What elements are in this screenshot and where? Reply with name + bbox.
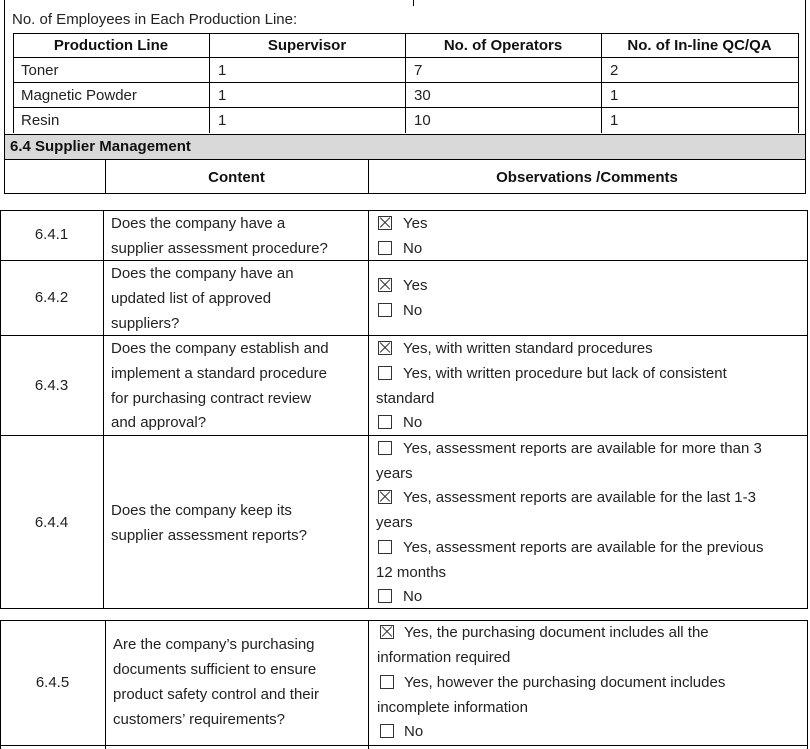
cell-supervisor: 1 bbox=[218, 87, 227, 104]
option-label: Yes, however the purchasing document includes bbox=[404, 674, 726, 691]
checkbox-unchecked[interactable] bbox=[378, 415, 392, 429]
cell-supervisor: 1 bbox=[218, 62, 227, 79]
column-header-observations: Observations /Comments bbox=[496, 169, 678, 186]
option-label: Yes bbox=[403, 215, 428, 232]
header-supervisor: Supervisor bbox=[267, 37, 347, 54]
cell-line: Toner bbox=[21, 62, 59, 79]
checkbox-checked[interactable] bbox=[378, 341, 392, 355]
question-text: implement a standard procedure bbox=[111, 365, 327, 382]
option-label: 12 months bbox=[376, 564, 447, 581]
question-text: customers’ requirements? bbox=[113, 711, 286, 728]
checkbox-unchecked[interactable] bbox=[378, 303, 392, 317]
option-label: No bbox=[403, 302, 423, 319]
checkbox-unchecked[interactable] bbox=[378, 540, 392, 554]
checkbox-unchecked[interactable] bbox=[378, 366, 392, 380]
option-label: years bbox=[376, 514, 413, 531]
checkbox-checked[interactable] bbox=[378, 278, 392, 292]
option-label: Yes bbox=[403, 277, 428, 294]
checkbox-unchecked[interactable] bbox=[378, 441, 392, 455]
option-label: standard bbox=[376, 390, 435, 407]
checkbox-unchecked[interactable] bbox=[380, 675, 394, 689]
question-text: suppliers? bbox=[111, 315, 180, 332]
question-text: and approval? bbox=[111, 414, 207, 431]
employees-title: No. of Employees in Each Production Line: bbox=[12, 11, 298, 28]
cell-operators: 7 bbox=[414, 62, 423, 79]
question-text: supplier assessment reports? bbox=[111, 527, 307, 544]
option-label: years bbox=[376, 465, 413, 482]
option-label: Yes, assessment reports are available for the last 1-3 bbox=[403, 489, 756, 506]
checkbox-checked[interactable] bbox=[380, 625, 394, 639]
question-text: supplier assessment procedure? bbox=[111, 240, 328, 257]
option-label: Yes, the purchasing document includes all the bbox=[404, 624, 709, 641]
option-label: No bbox=[403, 240, 423, 257]
question-text: Does the company keep its bbox=[111, 502, 292, 519]
cell-qc-qa: 1 bbox=[610, 87, 619, 104]
option-label: Yes, with written standard procedures bbox=[403, 340, 653, 357]
question-number: 6.4.2 bbox=[34, 289, 69, 306]
question-text: product safety control and their bbox=[113, 686, 319, 703]
option-label: No bbox=[403, 588, 423, 605]
cell-qc-qa: 2 bbox=[610, 62, 619, 79]
question-text: for purchasing contract review bbox=[111, 390, 312, 407]
cell-supervisor: 1 bbox=[218, 112, 227, 129]
section-title: 6.4 Supplier Management bbox=[10, 138, 191, 155]
question-number: 6.4.4 bbox=[34, 514, 69, 531]
checkbox-checked[interactable] bbox=[378, 216, 392, 230]
checkbox-unchecked[interactable] bbox=[378, 589, 392, 603]
option-label: No bbox=[404, 723, 424, 740]
cell-operators: 30 bbox=[414, 87, 431, 104]
question-text: Does the company have a bbox=[111, 215, 286, 232]
question-text: updated list of approved bbox=[111, 290, 272, 307]
question-number: 6.4.5 bbox=[35, 674, 70, 691]
question-text: Are the company’s purchasing bbox=[113, 636, 315, 653]
header-production-line: Production Line bbox=[53, 37, 169, 54]
cell-line: Resin bbox=[21, 112, 60, 129]
checkbox-unchecked[interactable] bbox=[380, 724, 394, 738]
header-qc-qa: No. of In-line QC/QA bbox=[627, 37, 772, 54]
option-label: incomplete information bbox=[377, 699, 528, 716]
option-label: No bbox=[403, 414, 423, 431]
option-label: Yes, assessment reports are available for the previous bbox=[403, 539, 764, 556]
cell-operators: 10 bbox=[414, 112, 431, 129]
option-label: Yes, with written procedure but lack of consistent bbox=[403, 365, 727, 382]
question-number: 6.4.1 bbox=[34, 226, 69, 243]
column-header-content: Content bbox=[208, 169, 265, 186]
question-text: Does the company have an bbox=[111, 265, 294, 282]
question-text: documents sufficient to ensure bbox=[113, 661, 317, 678]
option-label: information required bbox=[377, 649, 511, 666]
question-text: Does the company establish and bbox=[111, 340, 329, 357]
option-label: Yes, assessment reports are available for more than 3 bbox=[403, 440, 762, 457]
header-operators: No. of Operators bbox=[443, 37, 563, 54]
checkbox-unchecked[interactable] bbox=[378, 241, 392, 255]
checkbox-checked[interactable] bbox=[378, 490, 392, 504]
cell-qc-qa: 1 bbox=[610, 112, 619, 129]
question-number: 6.4.3 bbox=[34, 377, 69, 394]
cell-line: Magnetic Powder bbox=[21, 87, 137, 104]
